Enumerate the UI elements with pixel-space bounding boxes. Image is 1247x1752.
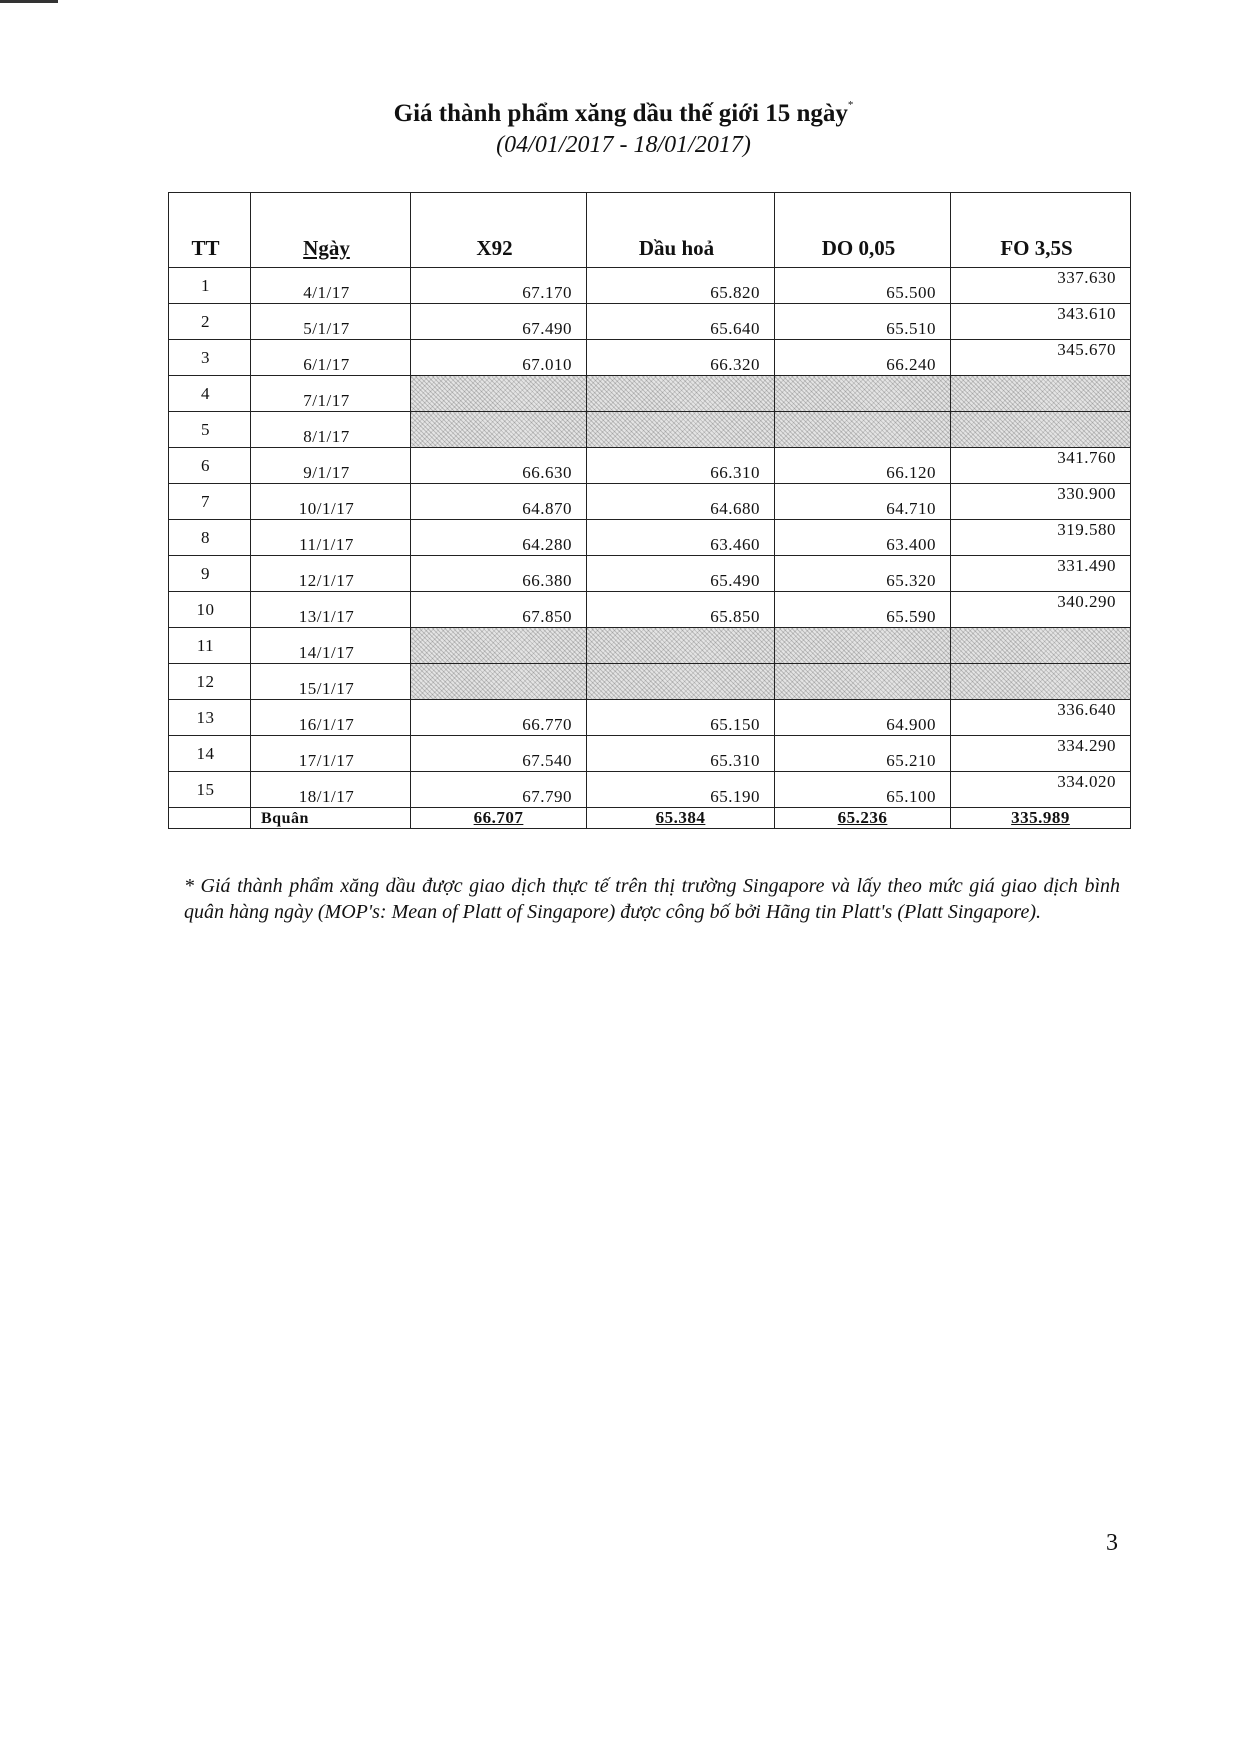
cell-date: 9/1/17 — [251, 448, 411, 484]
cell-fo: 337.630 — [951, 268, 1131, 304]
cell-x92: 67.010 — [411, 340, 587, 376]
cell-x92: 66.380 — [411, 556, 587, 592]
average-row — [169, 808, 1131, 829]
table-row — [169, 412, 1131, 448]
average-label: Bquân — [251, 808, 411, 829]
cell-date: 12/1/17 — [251, 556, 411, 592]
cell-fo: 343.610 — [951, 304, 1131, 340]
average-tt-cell — [169, 808, 251, 829]
cell-date: 14/1/17 — [251, 628, 411, 664]
cell-kerosene: 65.490 — [587, 556, 775, 592]
cell-kerosene: 65.150 — [587, 700, 775, 736]
header-do: DO 0,05 — [775, 193, 951, 268]
cell-do: 63.400 — [775, 520, 951, 556]
cell-fo: 319.580 — [951, 520, 1131, 556]
masked-cell — [411, 664, 587, 700]
cell-fo: 341.760 — [951, 448, 1131, 484]
cell-date: 17/1/17 — [251, 736, 411, 772]
masked-cell — [951, 412, 1131, 448]
table-row — [169, 376, 1131, 412]
cell-tt: 11 — [169, 628, 251, 664]
table-body — [169, 268, 1131, 808]
table-row — [169, 772, 1131, 808]
scan-edge-mark — [0, 0, 58, 3]
cell-tt: 15 — [169, 772, 251, 808]
masked-cell — [587, 376, 775, 412]
cell-x92: 67.850 — [411, 592, 587, 628]
table-row — [169, 700, 1131, 736]
cell-fo: 334.290 — [951, 736, 1131, 772]
cell-do: 65.590 — [775, 592, 951, 628]
cell-date: 8/1/17 — [251, 412, 411, 448]
cell-tt: 9 — [169, 556, 251, 592]
cell-date: 7/1/17 — [251, 376, 411, 412]
masked-cell — [411, 376, 587, 412]
average-do: 65.236 — [775, 808, 951, 829]
cell-kerosene: 65.190 — [587, 772, 775, 808]
table-header-row — [169, 193, 1131, 268]
table-row — [169, 628, 1131, 664]
masked-cell — [775, 628, 951, 664]
cell-tt: 10 — [169, 592, 251, 628]
cell-kerosene: 65.310 — [587, 736, 775, 772]
table-row — [169, 448, 1131, 484]
table-row — [169, 664, 1131, 700]
cell-do: 65.500 — [775, 268, 951, 304]
header-kerosene: Dầu hoả — [587, 193, 775, 268]
average-fo: 335.989 — [951, 808, 1131, 829]
cell-do: 65.510 — [775, 304, 951, 340]
table-row — [169, 592, 1131, 628]
cell-date: 18/1/17 — [251, 772, 411, 808]
cell-tt: 2 — [169, 304, 251, 340]
masked-cell — [587, 628, 775, 664]
cell-x92: 67.790 — [411, 772, 587, 808]
title-text: Giá thành phẩm xăng dầu thế giới 15 ngày — [393, 100, 848, 127]
cell-kerosene: 63.460 — [587, 520, 775, 556]
cell-tt: 14 — [169, 736, 251, 772]
cell-fo: 340.290 — [951, 592, 1131, 628]
cell-tt: 13 — [169, 700, 251, 736]
cell-kerosene: 65.640 — [587, 304, 775, 340]
table-row — [169, 268, 1131, 304]
cell-x92: 66.770 — [411, 700, 587, 736]
cell-date: 16/1/17 — [251, 700, 411, 736]
cell-date: 5/1/17 — [251, 304, 411, 340]
cell-kerosene: 66.310 — [587, 448, 775, 484]
footnote: * Giá thành phẩm xăng dầu được giao dịch thực tế trên thị trường Singapore và lấy theo mức giá giao dịch bình quân hàng ngày (MOP's: Mean of Platt of Singapore) được công bố bởi Hãng tin Platt's (Platt Singapore). — [184, 875, 1120, 923]
cell-date: 6/1/17 — [251, 340, 411, 376]
average-x92: 66.707 — [411, 808, 587, 829]
masked-cell — [951, 628, 1131, 664]
table-row — [169, 304, 1131, 340]
date-range-subtitle: (04/01/2017 - 18/01/2017) — [496, 132, 751, 158]
cell-x92: 67.490 — [411, 304, 587, 340]
cell-date: 4/1/17 — [251, 268, 411, 304]
cell-date: 10/1/17 — [251, 484, 411, 520]
cell-do: 65.100 — [775, 772, 951, 808]
cell-tt: 12 — [169, 664, 251, 700]
cell-kerosene: 66.320 — [587, 340, 775, 376]
table-row — [169, 340, 1131, 376]
cell-fo: 334.020 — [951, 772, 1131, 808]
cell-kerosene: 64.680 — [587, 484, 775, 520]
table-row — [169, 520, 1131, 556]
table-row — [169, 736, 1131, 772]
header-x92: X92 — [411, 193, 587, 268]
masked-cell — [411, 628, 587, 664]
cell-fo: 331.490 — [951, 556, 1131, 592]
cell-tt: 7 — [169, 484, 251, 520]
cell-date: 13/1/17 — [251, 592, 411, 628]
table-row — [169, 556, 1131, 592]
cell-tt: 1 — [169, 268, 251, 304]
cell-x92: 64.870 — [411, 484, 587, 520]
cell-do: 65.320 — [775, 556, 951, 592]
cell-tt: 6 — [169, 448, 251, 484]
title-footnote-marker: * — [847, 98, 854, 111]
cell-do: 66.120 — [775, 448, 951, 484]
cell-do: 64.710 — [775, 484, 951, 520]
cell-do: 65.210 — [775, 736, 951, 772]
cell-x92: 67.540 — [411, 736, 587, 772]
cell-date: 15/1/17 — [251, 664, 411, 700]
masked-cell — [587, 664, 775, 700]
header-date: Ngày — [251, 193, 411, 268]
table-row — [169, 484, 1131, 520]
masked-cell — [775, 412, 951, 448]
page-number: 3 — [1106, 1530, 1118, 1556]
cell-x92: 66.630 — [411, 448, 587, 484]
header-fo: FO 3,5S — [951, 193, 1131, 268]
average-kerosene: 65.384 — [587, 808, 775, 829]
cell-fo: 345.670 — [951, 340, 1131, 376]
masked-cell — [951, 376, 1131, 412]
cell-tt: 4 — [169, 376, 251, 412]
header-tt: TT — [169, 193, 251, 268]
cell-x92: 64.280 — [411, 520, 587, 556]
masked-cell — [587, 412, 775, 448]
cell-tt: 5 — [169, 412, 251, 448]
masked-cell — [951, 664, 1131, 700]
cell-do: 64.900 — [775, 700, 951, 736]
price-table — [168, 192, 1131, 829]
cell-kerosene: 65.820 — [587, 268, 775, 304]
masked-cell — [411, 412, 587, 448]
masked-cell — [775, 664, 951, 700]
cell-date: 11/1/17 — [251, 520, 411, 556]
cell-x92: 67.170 — [411, 268, 587, 304]
page-title — [0, 100, 1247, 128]
cell-do: 66.240 — [775, 340, 951, 376]
cell-kerosene: 65.850 — [587, 592, 775, 628]
cell-fo: 330.900 — [951, 484, 1131, 520]
masked-cell — [775, 376, 951, 412]
cell-tt: 3 — [169, 340, 251, 376]
cell-fo: 336.640 — [951, 700, 1131, 736]
cell-tt: 8 — [169, 520, 251, 556]
